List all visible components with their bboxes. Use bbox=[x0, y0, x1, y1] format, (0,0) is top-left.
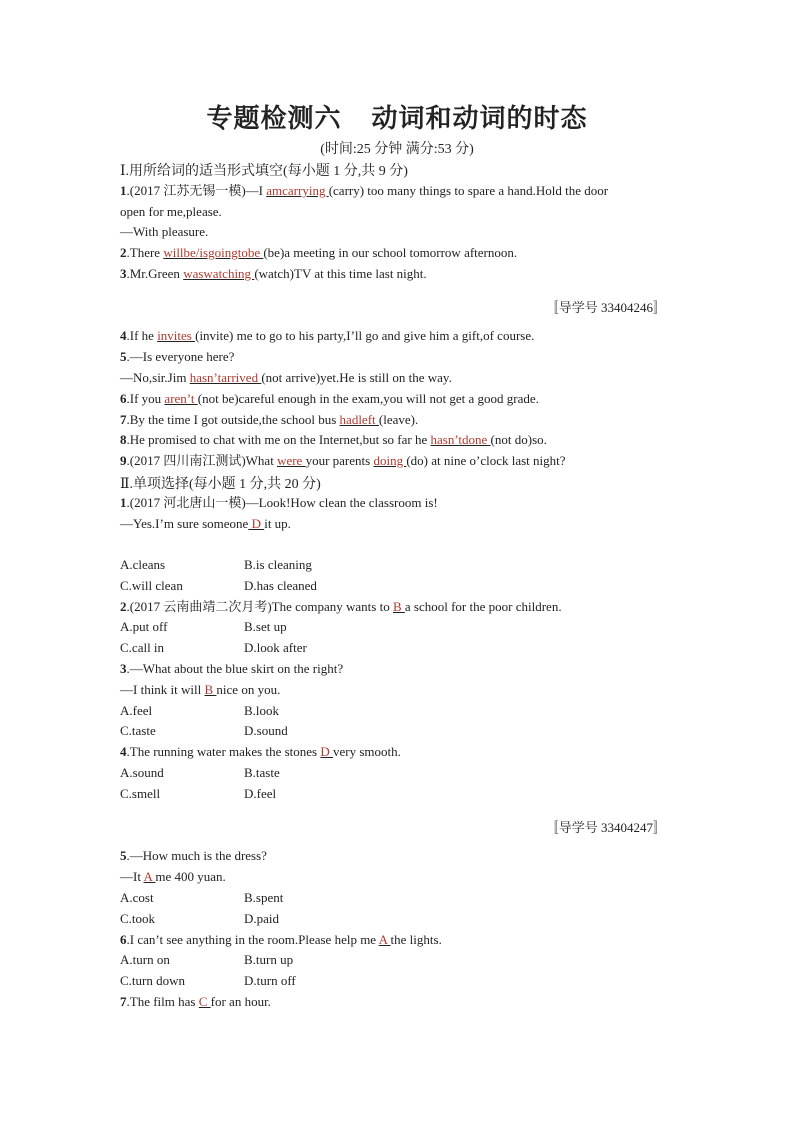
s2-q2: 2.(2017 云南曲靖二次月考)The company wants to B a school for the poor children. bbox=[120, 599, 562, 614]
s2-q1: 1.(2017 河北唐山一模)—Look!How clean the classroom is! bbox=[120, 495, 438, 510]
answer-blank: B bbox=[392, 599, 405, 614]
answer-blank: hasn’tarrived bbox=[189, 370, 262, 385]
option-d: D.sound bbox=[244, 723, 288, 738]
answer-blank: invites bbox=[157, 328, 196, 343]
answer-blank: waswatching bbox=[183, 266, 255, 281]
s2-q3: 3.—What about the blue skirt on the right? bbox=[120, 661, 344, 676]
s1-q2: 2.There willbe/isgoingtobe (be)a meeting in our school tomorrow afternoon. bbox=[120, 245, 518, 260]
option-a: A.put off bbox=[120, 619, 168, 634]
option-b: B.turn up bbox=[244, 952, 294, 967]
option-d: D.look after bbox=[244, 640, 307, 655]
s1-q3: 3.Mr.Green waswatching (watch)TV at this time last night. bbox=[120, 266, 427, 281]
option-d: D.turn off bbox=[244, 973, 296, 988]
s1-q4: 4.If he invites (invite) me to go to his party,I’ll go and give him a gift,of course. bbox=[120, 328, 535, 343]
option-a: A.feel bbox=[120, 703, 153, 718]
s2-q6: 6.I can’t see anything in the room.Please help me A the lights. bbox=[120, 932, 442, 947]
answer-blank: aren’t bbox=[164, 391, 198, 406]
section2-heading: Ⅱ.单项选择(每小题 1 分,共 20 分) bbox=[120, 477, 321, 492]
answer-blank: D bbox=[320, 744, 334, 759]
s1-q5: 5.—Is everyone here? bbox=[120, 349, 235, 364]
option-c: C.call in bbox=[120, 640, 165, 655]
answer-blank: willbe/isgoingtobe bbox=[163, 245, 264, 260]
title-part2: 动词和动词的时态 bbox=[371, 104, 588, 134]
guide-number-note: 〚导学号 33404247〛 bbox=[545, 820, 666, 835]
title-part1: 专题检测六 bbox=[206, 104, 342, 134]
s1-q1-reply: —With pleasure. bbox=[120, 224, 209, 239]
s1-q5-line2: —No,sir.Jim hasn’tarrived (not arrive)yet.He is still on the way. bbox=[120, 370, 452, 385]
section1-heading: Ⅰ.用所给词的适当形式填空(每小题 1 分,共 9 分) bbox=[120, 164, 408, 179]
answer-blank: A bbox=[143, 869, 156, 884]
option-a: A.turn on bbox=[120, 952, 170, 967]
answer-blank: hasn’tdone bbox=[430, 432, 491, 447]
s2-q5-line2: —It A me 400 yuan. bbox=[120, 869, 226, 884]
s2-q5: 5.—How much is the dress? bbox=[120, 848, 267, 863]
option-a: A.cleans bbox=[120, 557, 166, 572]
answer-blank: B bbox=[204, 682, 217, 697]
option-d: D.has cleaned bbox=[244, 578, 317, 593]
s2-q1-line2: —Yes.I’m sure someone D it up. bbox=[120, 516, 291, 531]
s2-q7: 7.The film has C for an hour. bbox=[120, 994, 271, 1009]
s1-q9: 9.(2017 四川南江测试)What were your parents doing (do) at nine o’clock last night? bbox=[120, 453, 566, 468]
option-c: C.took bbox=[120, 911, 156, 926]
page-subtitle: (时间:25 分钟 满分:53 分) bbox=[320, 142, 474, 157]
s1-q7: 7.By the time I got outside,the school bus hadleft (leave). bbox=[120, 412, 419, 427]
answer-blank: C bbox=[198, 994, 211, 1009]
answer-blank: were bbox=[277, 453, 306, 468]
option-b: B.spent bbox=[244, 890, 284, 905]
answer-blank: amcarrying bbox=[266, 183, 329, 198]
option-a: A.cost bbox=[120, 890, 154, 905]
s1-q1: 1.(2017 江苏无锡一模)—I amcarrying (carry) too many things to spare a hand.Hold the door bbox=[120, 183, 609, 198]
option-c: C.taste bbox=[120, 723, 156, 738]
option-c: C.turn down bbox=[120, 973, 185, 988]
option-b: B.look bbox=[244, 703, 280, 718]
answer-blank: D bbox=[248, 516, 265, 531]
s1-q1-cont: open for me,please. bbox=[120, 204, 222, 219]
s2-q4: 4.The running water makes the stones D very smooth. bbox=[120, 744, 401, 759]
s1-q6: 6.If you aren’t (not be)careful enough in the exam,you will not get a good grade. bbox=[120, 391, 539, 406]
page-title bbox=[0, 98, 794, 135]
s1-q8: 8.He promised to chat with me on the Internet,but so far he hasn’tdone (not do)so. bbox=[120, 432, 547, 447]
option-c: C.will clean bbox=[120, 578, 183, 593]
option-a: A.sound bbox=[120, 765, 164, 780]
option-b: B.taste bbox=[244, 765, 280, 780]
option-d: D.paid bbox=[244, 911, 280, 926]
option-b: B.set up bbox=[244, 619, 287, 634]
option-c: C.smell bbox=[120, 786, 161, 801]
answer-blank: hadleft bbox=[339, 412, 379, 427]
option-d: D.feel bbox=[244, 786, 277, 801]
guide-number-note: 〚导学号 33404246〛 bbox=[545, 300, 666, 315]
option-b: B.is cleaning bbox=[244, 557, 312, 572]
answer-blank: A bbox=[378, 932, 391, 947]
answer-blank: doing bbox=[373, 453, 407, 468]
s2-q3-line2: —I think it will B nice on you. bbox=[120, 682, 281, 697]
